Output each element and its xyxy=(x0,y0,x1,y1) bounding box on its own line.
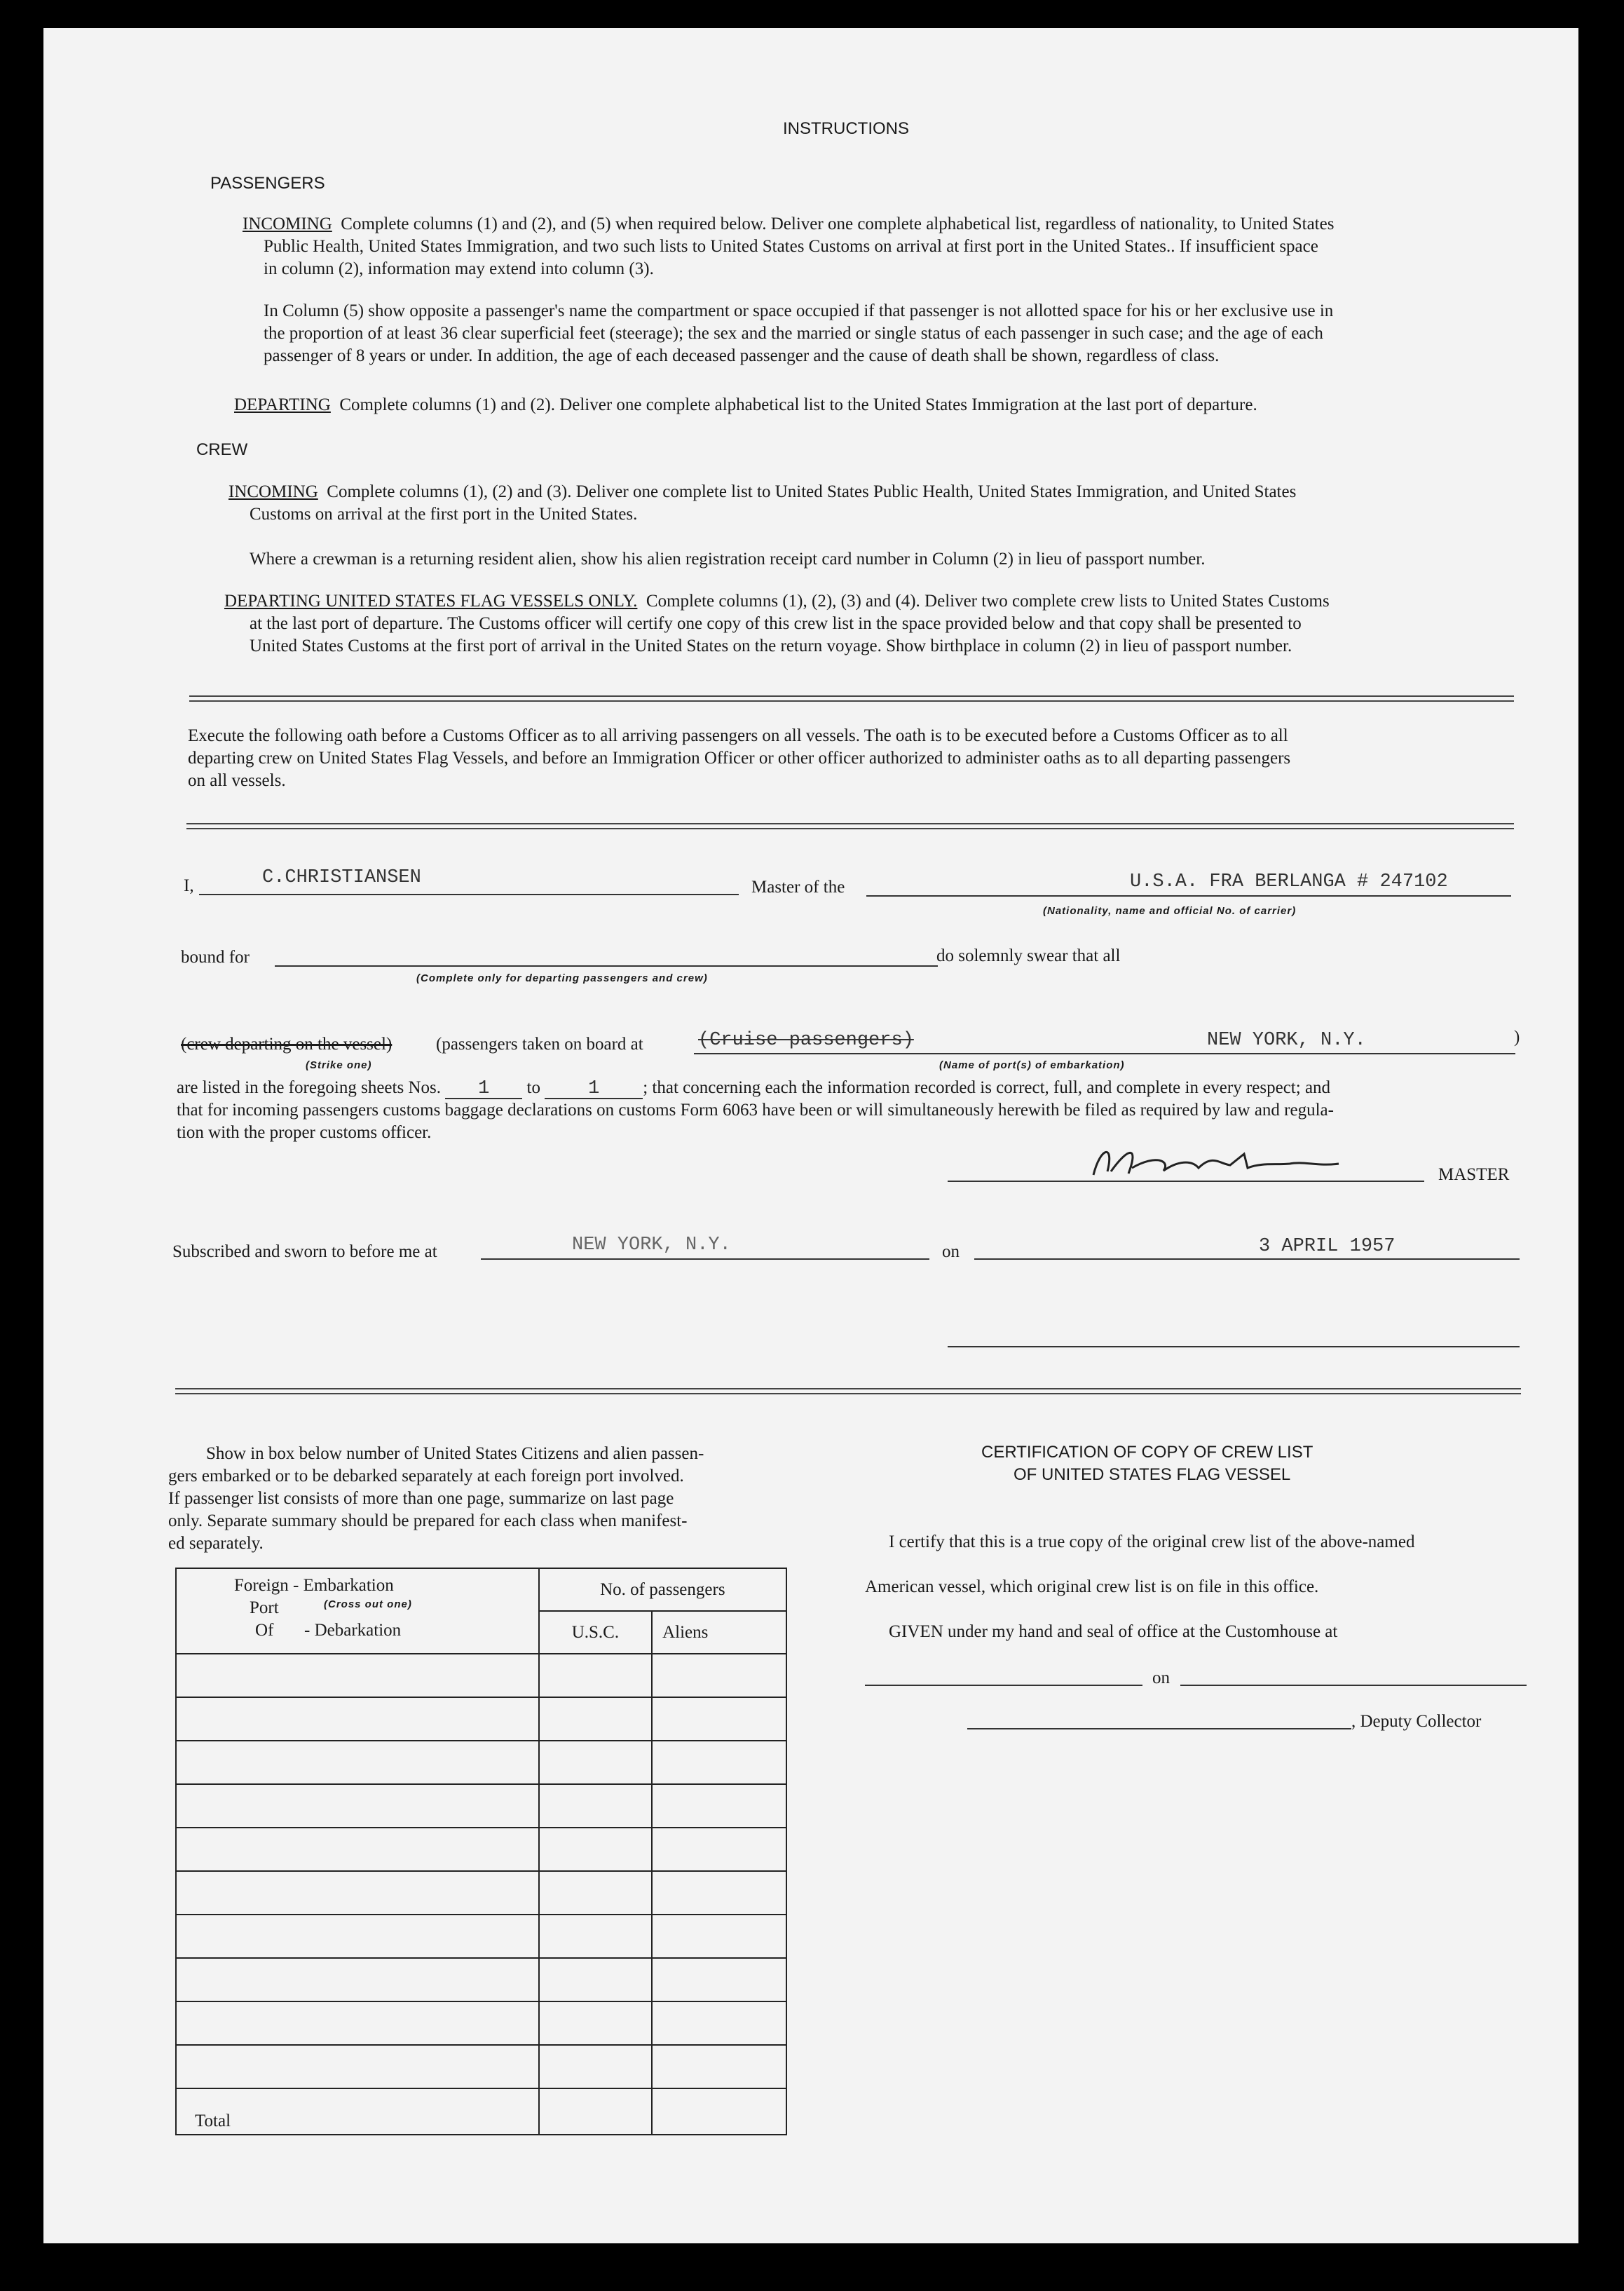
subscribed-place-line xyxy=(481,1258,929,1260)
master-name-value[interactable]: C.CHRISTIANSEN xyxy=(262,867,421,888)
port-cell[interactable] xyxy=(176,1915,539,1958)
on-label: on xyxy=(942,1242,960,1261)
passengers-heading: PASSENGERS xyxy=(210,174,325,193)
subscribed-label: Subscribed and sworn to before me at xyxy=(172,1242,437,1261)
oath-line-2: that for incoming passengers customs baggage declarations on customs Form 6063 have been or will simultaneously herewith be filed as required by law and regula- xyxy=(177,1101,1334,1120)
crew-departing-line-1 xyxy=(224,590,1330,613)
table-row xyxy=(176,1915,786,1958)
vessel-field-line xyxy=(866,895,1511,897)
column5-line-2: the proportion of at least 36 clear superficial feet (steerage); the sex and the married or single status of each passenger in such case; and the age of each xyxy=(264,324,1323,343)
table-row xyxy=(176,1697,786,1741)
usc-cell[interactable] xyxy=(539,1871,652,1915)
certification-line-3: GIVEN under my hand and seal of office at the Customhouse at xyxy=(889,1622,1338,1641)
header-port-cell xyxy=(176,1568,539,1654)
crew-incoming-line-2: Customs on arrival at the first port in the United States. xyxy=(250,505,638,524)
summary-line-4: only. Separate summary should be prepared for each class when manifest- xyxy=(168,1511,688,1530)
header-foreign: Foreign - Embarkation xyxy=(234,1576,394,1595)
column5-line-1: In Column (5) show opposite a passenger's name the compartment or space occupied if that passenger is not allotted space for his or her exclusive use in xyxy=(264,301,1334,320)
table-row xyxy=(176,1958,786,2001)
certification-on-label: on xyxy=(1152,1668,1170,1687)
crew-departing-text: Complete columns (1), (2), (3) and (4). Deliver two complete crew lists to United States Customs xyxy=(646,592,1330,611)
sheet-from-value[interactable]: 1 xyxy=(445,1080,522,1099)
aliens-cell[interactable] xyxy=(652,1915,786,1958)
certification-title-2: OF UNITED STATES FLAG VESSEL xyxy=(1014,1465,1291,1484)
listed-line xyxy=(177,1077,1330,1099)
oath-i-label: I, xyxy=(184,876,194,895)
bound-for-field-line[interactable] xyxy=(275,965,938,967)
to-label: to xyxy=(526,1078,540,1097)
oath-line-3: tion with the proper customs officer. xyxy=(177,1123,432,1142)
customhouse-field-line[interactable] xyxy=(865,1685,1142,1686)
crew-heading: CREW xyxy=(196,440,248,459)
section-divider xyxy=(189,695,1514,702)
crew-incoming-line-1 xyxy=(228,481,1296,503)
passengers-taken-label: (passengers taken on board at xyxy=(436,1035,643,1054)
deputy-collector-label: , Deputy Collector xyxy=(1351,1712,1482,1731)
header-aliens: Aliens xyxy=(652,1611,786,1654)
summary-line-5: ed separately. xyxy=(168,1534,264,1553)
table-row xyxy=(176,2001,786,2045)
port-cell[interactable] xyxy=(176,1828,539,1871)
bound-for-label: bound for xyxy=(181,948,250,967)
usc-cell[interactable] xyxy=(539,1654,652,1697)
port-cell[interactable] xyxy=(176,1697,539,1741)
usc-total-cell[interactable] xyxy=(539,2088,652,2135)
header-num-passengers: No. of passengers xyxy=(539,1568,786,1611)
aliens-total-cell[interactable] xyxy=(652,2088,786,2135)
usc-cell[interactable] xyxy=(539,1915,652,1958)
aliens-cell[interactable] xyxy=(652,1654,786,1697)
passengers-incoming-line-1 xyxy=(243,213,1334,236)
port-caption: (Name of port(s) of embarkation) xyxy=(939,1059,1125,1071)
sheet-to-value[interactable]: 1 xyxy=(545,1080,643,1099)
usc-cell[interactable] xyxy=(539,1958,652,2001)
table-row xyxy=(176,1828,786,1871)
vessel-value[interactable]: U.S.A. FRA BERLANGA # 247102 xyxy=(1130,871,1448,892)
oath-instructions-line-2: departing crew on United States Flag Vessels, and before an Immigration Officer or other officer authorized to administer oaths as to all departing passengers xyxy=(188,749,1291,768)
certification-line-1: I certify that this is a true copy of the original crew list of the above-named xyxy=(889,1532,1415,1551)
master-of-label: Master of the xyxy=(751,878,845,897)
master-label: MASTER xyxy=(1438,1165,1510,1184)
usc-cell[interactable] xyxy=(539,1697,652,1741)
header-of: Of xyxy=(255,1621,274,1640)
certification-date-field-line[interactable] xyxy=(1180,1685,1527,1686)
header-debarkation: - Debarkation xyxy=(304,1621,402,1640)
aliens-cell[interactable] xyxy=(652,1741,786,1784)
master-name-field-line xyxy=(199,894,739,895)
passenger-summary-table xyxy=(175,1568,787,2135)
master-signature xyxy=(1079,1140,1360,1185)
table-row xyxy=(176,2045,786,2088)
certification-line-2: American vessel, which original crew list is on file in this office. xyxy=(865,1577,1319,1596)
total-row xyxy=(176,2088,786,2135)
crew-departing-line-3: United States Customs at the first port of arrival in the United States on the return voyage. Show birthplace in column (2) in lieu of passport number. xyxy=(250,637,1292,655)
header-port: Port xyxy=(250,1598,279,1617)
passengers-departing-label: DEPARTING xyxy=(234,395,331,414)
aliens-cell[interactable] xyxy=(652,1697,786,1741)
total-label: Total xyxy=(176,2088,539,2135)
crew-incoming-label: INCOMING xyxy=(228,482,318,501)
passengers-incoming-text: Complete columns (1) and (2), and (5) when required below. Deliver one complete alphabetical list, regardless of nationality, to United States xyxy=(341,215,1335,233)
strike-caption: (Strike one) xyxy=(306,1059,372,1071)
deputy-signature-line[interactable] xyxy=(967,1728,1351,1729)
port-cell[interactable] xyxy=(176,2001,539,2045)
close-paren: ) xyxy=(1514,1028,1520,1047)
crew-incoming-text: Complete columns (1), (2) and (3). Deliver one complete list to United States Public Health, United States Immigration, and United States xyxy=(327,482,1297,501)
crew-departing-line-2: at the last port of departure. The Customs officer will certify one copy of this crew list in the space provided below and that copy shall be presented to xyxy=(250,614,1302,633)
passengers-departing-line xyxy=(234,394,1257,416)
subscribed-date-line xyxy=(974,1258,1520,1260)
aliens-cell[interactable] xyxy=(652,2045,786,2088)
usc-cell[interactable] xyxy=(539,2045,652,2088)
subscribed-date-value[interactable]: 3 APRIL 1957 xyxy=(1259,1236,1396,1257)
port-cell[interactable] xyxy=(176,1784,539,1828)
oath-instructions-line-1: Execute the following oath before a Customs Officer as to all arriving passengers on all vessels. The oath is to be executed before a Customs Officer as to all xyxy=(188,726,1288,745)
aliens-cell[interactable] xyxy=(652,1958,786,2001)
usc-cell[interactable] xyxy=(539,1741,652,1784)
port-cell[interactable] xyxy=(176,1871,539,1915)
port-cell[interactable] xyxy=(176,1958,539,2001)
port-value[interactable]: NEW YORK, N.Y. xyxy=(1207,1030,1366,1051)
certification-title-1: CERTIFICATION OF COPY OF CREW LIST xyxy=(981,1443,1313,1462)
swear-text: do solemnly swear that all xyxy=(936,946,1121,965)
summary-line-2: gers embarked or to be debarked separately at each foreign port involved. xyxy=(168,1467,684,1486)
port-cell[interactable] xyxy=(176,1741,539,1784)
passengers-departing-text: Complete columns (1) and (2). Deliver one complete alphabetical list to the United States Immigration at the last port of departure. xyxy=(339,395,1257,414)
aliens-cell[interactable] xyxy=(652,1784,786,1828)
table-row xyxy=(176,1654,786,1697)
usc-cell[interactable] xyxy=(539,1828,652,1871)
column5-line-3: passenger of 8 years or under. In addition, the age of each deceased passenger and the cause of death shall be shown, regardless of class. xyxy=(264,346,1220,365)
table-row xyxy=(176,1784,786,1828)
cruise-passengers-value[interactable]: (Cruise passengers) xyxy=(698,1030,914,1051)
header-cross-out: (Cross out one) xyxy=(324,1598,412,1610)
port-cell[interactable] xyxy=(176,2045,539,2088)
table-row xyxy=(176,1741,786,1784)
passengers-incoming-label: INCOMING xyxy=(243,215,332,233)
listed-label: are listed in the foregoing sheets Nos. xyxy=(177,1078,441,1097)
header-usc: U.S.C. xyxy=(539,1611,652,1654)
summary-line-3: If passenger list consists of more than one page, summarize on last page xyxy=(168,1489,674,1508)
passengers-incoming-line-3: in column (2), information may extend into column (3). xyxy=(264,259,654,278)
summary-line-1: Show in box below number of United States Citizens and alien passen- xyxy=(206,1444,704,1463)
aliens-cell[interactable] xyxy=(652,1871,786,1915)
aliens-cell[interactable] xyxy=(652,1828,786,1871)
bound-for-caption: (Complete only for departing passengers and crew) xyxy=(416,972,708,984)
crew-departing-label: DEPARTING UNITED STATES FLAG VESSELS ONLY. xyxy=(224,592,638,611)
crew-departing-struck: (crew departing on the vessel) xyxy=(181,1035,393,1054)
port-cell[interactable] xyxy=(176,1654,539,1697)
passengers-incoming-line-2: Public Health, United States Immigration, and two such lists to United States Customs on arrival at first port in the United States.. If insufficient space xyxy=(264,237,1318,256)
page-title: INSTRUCTIONS xyxy=(783,119,909,138)
crew-resident-alien-text: Where a crewman is a returning resident alien, show his alien registration receipt card number in Column (2) in lieu of passport number. xyxy=(250,550,1206,569)
section-divider xyxy=(175,1388,1521,1394)
usc-cell[interactable] xyxy=(539,2001,652,2045)
vessel-caption: (Nationality, name and official No. of carrier) xyxy=(1043,905,1297,917)
aliens-cell[interactable] xyxy=(652,2001,786,2045)
listed-rest: ; that concerning each the information recorded is correct, full, and complete in every respect; and xyxy=(643,1078,1331,1097)
officer-signature-line[interactable] xyxy=(948,1346,1520,1347)
oath-instructions-line-3: on all vessels. xyxy=(188,771,286,790)
usc-cell[interactable] xyxy=(539,1784,652,1828)
section-divider xyxy=(186,823,1514,829)
table-row xyxy=(176,1871,786,1915)
subscribed-place-value[interactable]: NEW YORK, N.Y. xyxy=(572,1235,731,1256)
